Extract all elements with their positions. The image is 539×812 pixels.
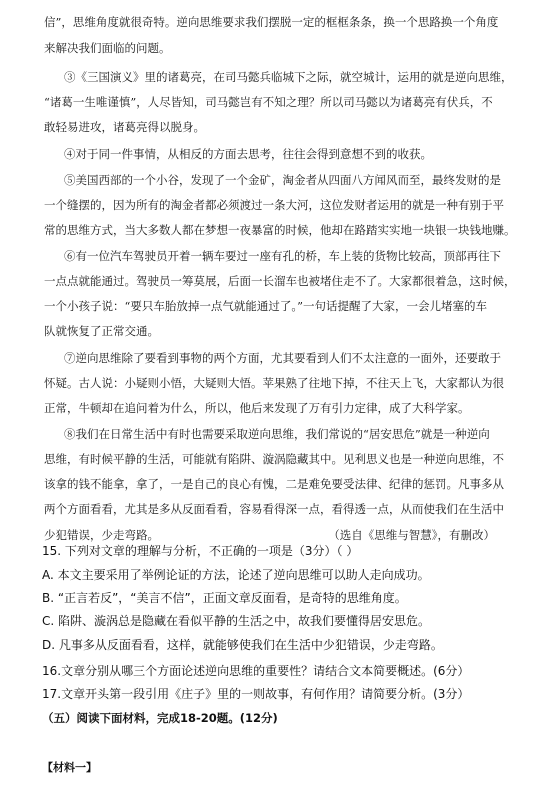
passage-line: ④对于同一件事情，从相反的方面去思考，往往会得到意想不到的收获。	[64, 147, 432, 161]
question-15-option-a: A. 本文主要采用了举例论证的方法，论述了逆向思维可以助人走向成功。	[42, 568, 430, 582]
passage-line: 正常，牛顿却在追问着为什么，所以，他后来发现了万有引力定律，成了大科学家。	[44, 401, 470, 415]
passage-line: 信”，思维角度就很奇特。逆向思维要求我们摆脱一定的框框条条，换一个思路换一个角度	[44, 15, 499, 29]
question-16: 16.文章分别从哪三个方面论述逆向思维的重要性？请结合文本简要概述。(6分）	[42, 664, 470, 678]
section-heading: （五）阅读下面材料，完成18-20题。(12分)	[42, 711, 278, 725]
question-15-stem: 15. 下列对文章的理解与分析，不正确的一项是（3分）（ ）	[42, 544, 359, 558]
passage-line: ⑦逆向思维除了要看到事物的两个方面，尤其要看到人们不太注意的一面外，还要敢于	[64, 351, 501, 365]
passage-line: ⑥有一位汽车驾驶员开着一辆车要过一座有孔的桥，车上装的货物比较高，顶部再往下	[64, 249, 501, 263]
question-17: 17.文章开头第一段引用《庄子》里的一则故事，有何作用？请简要分析。(3分）	[42, 687, 470, 701]
passage-line: “诸葛一生唯谨慎”，人尽皆知，司马懿岂有不知之理？所以司马懿以为诸葛亮有伏兵，不	[44, 95, 493, 109]
passage-line: ⑧我们在日常生活中有时也需要采取逆向思维，我们常说的“居安思危”就是一种逆向	[64, 427, 490, 441]
passage-line: 敢轻易进攻，诸葛亮得以脱身。	[44, 120, 205, 134]
passage-line: 该拿的钱不能拿，拿了，一是自己的良心有愧，二是难免要受法律、纪律的惩罚。凡事多从	[44, 477, 504, 491]
passage-line: 两个方面看看，尤其是多从反面看看，容易看得深一点，看得透一点，从而使我们在生活中	[44, 502, 504, 516]
passage-line: ③《三国演义》里的诸葛亮，在司马懿兵临城下之际，就空城计，运用的就是逆向思维，	[64, 70, 513, 84]
passage-line: ⑤美国西部的一个小谷，发现了一个金矿，淘金者从四面八方闻风而至，最终发财的是	[64, 173, 501, 187]
passage-line: 少犯错误，少走弯路。	[44, 528, 159, 542]
passage-line: 常的思维方式，当大多数人都在梦想一夜暴富的时候，他却在路踏实实地一块银一块钱地赚。	[44, 223, 516, 237]
question-15-option-b: B. “正言若反”，“美言不信”，正面文章反面看，是奇特的思维角度。	[42, 591, 407, 605]
passage-line: 怀疑。古人说：小疑则小悟，大疑则大悟。苹果熟了往地下掉，不往天上飞，大家都认为很	[44, 376, 504, 390]
passage-line: 一个缝摆的，因为所有的淘金者都必须渡过一条大河，这位发财者运用的就是一种有别于平	[44, 198, 504, 212]
passage-line: 队就恢复了正常交通。	[44, 324, 159, 338]
passage-line: 一个小孩子说：“要只车胎放掉一点气就能通过了。”一句话提醒了大家，一会儿堵塞的车	[44, 299, 488, 313]
passage-line: 思维，有时候平静的生活，可能就有陷阱、漩涡隐藏其中。见利思义也是一种逆向思维，不	[44, 452, 504, 466]
source-citation: （选自《思维与智慧》，有删改）	[328, 528, 495, 542]
passage-line: 一点点就能通过。驾驶员一筹莫展，后面一长溜车也被堵住走不了。大家都很着急，这时候，	[44, 274, 516, 288]
passage-line: 来解决我们面临的问题。	[44, 41, 171, 55]
question-15-option-d: D. 凡事多从反面看看，这样，就能够使我们在生活中少犯错误，少走弯路。	[42, 638, 443, 652]
material-label: 【材料一】	[42, 761, 97, 774]
question-15-option-c: C. 陷阱、漩涡总是隐藏在看似平静的生活之中，故我们要懂得居安思危。	[42, 614, 431, 628]
